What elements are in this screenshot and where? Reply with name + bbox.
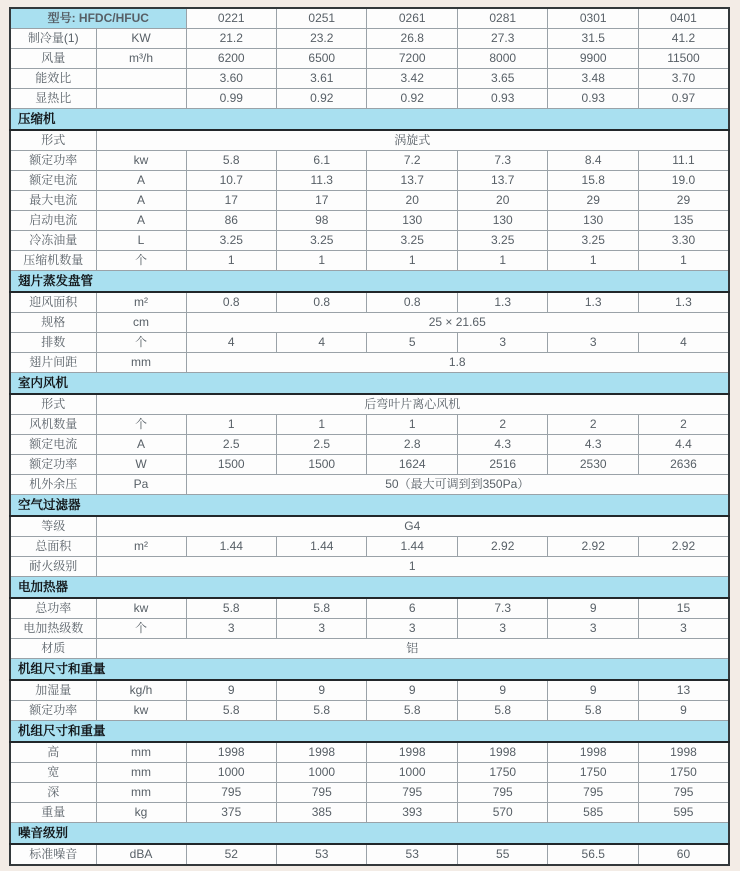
row-value: 0.99 — [186, 89, 276, 109]
row-label: 标准噪音 — [10, 844, 96, 865]
row-value: 9 — [367, 680, 457, 701]
section-row — [10, 823, 729, 845]
row-value: 1.3 — [457, 292, 547, 313]
row-span-value: 后弯叶片离心风机 — [96, 394, 729, 415]
row-label: 压缩机数量 — [10, 251, 96, 271]
row-value: 86 — [186, 211, 276, 231]
row-value: 2.92 — [638, 537, 729, 557]
spec-row — [10, 313, 729, 333]
row-value: 1 — [457, 251, 547, 271]
row-value: 0.93 — [457, 89, 547, 109]
model-header-row — [10, 8, 729, 29]
row-unit: A — [96, 435, 186, 455]
row-value: 3 — [186, 619, 276, 639]
row-label: 额定功率 — [10, 701, 96, 721]
row-value: 595 — [638, 803, 729, 823]
row-value: 9 — [457, 680, 547, 701]
row-value: 3 — [548, 619, 638, 639]
model-code: 0401 — [638, 8, 729, 29]
spec-row — [10, 49, 729, 69]
row-value: 7200 — [367, 49, 457, 69]
row-value: 3.42 — [367, 69, 457, 89]
row-value: 98 — [277, 211, 367, 231]
row-label: 重量 — [10, 803, 96, 823]
row-value: 1.44 — [367, 537, 457, 557]
row-value: 6500 — [277, 49, 367, 69]
row-unit: kw — [96, 701, 186, 721]
row-span-value: 1 — [96, 557, 729, 577]
row-label: 深 — [10, 783, 96, 803]
row-value: 385 — [277, 803, 367, 823]
row-unit: A — [96, 191, 186, 211]
row-unit: A — [96, 171, 186, 191]
spec-row — [10, 435, 729, 455]
row-value: 3.70 — [638, 69, 729, 89]
row-value: 9 — [277, 680, 367, 701]
spec-row — [10, 803, 729, 823]
row-unit: cm — [96, 313, 186, 333]
row-value: 2 — [457, 415, 547, 435]
row-value: 2636 — [638, 455, 729, 475]
row-value: 3.30 — [638, 231, 729, 251]
row-value: 29 — [638, 191, 729, 211]
row-unit: kw — [96, 598, 186, 619]
spec-row — [10, 292, 729, 313]
row-value: 5 — [367, 333, 457, 353]
row-unit: m³/h — [96, 49, 186, 69]
row-unit: W — [96, 455, 186, 475]
row-value: 2 — [548, 415, 638, 435]
spec-row — [10, 171, 729, 191]
row-span-value: 1.8 — [186, 353, 729, 373]
row-value: 13.7 — [367, 171, 457, 191]
model-code: 0251 — [277, 8, 367, 29]
row-unit: m² — [96, 292, 186, 313]
row-unit: mm — [96, 783, 186, 803]
section-title: 机组尺寸和重量 — [10, 721, 729, 743]
row-unit: 个 — [96, 415, 186, 435]
row-label: 宽 — [10, 763, 96, 783]
row-value: 9 — [548, 598, 638, 619]
row-label: 材质 — [10, 639, 96, 659]
row-unit: kg — [96, 803, 186, 823]
row-value: 6.1 — [277, 151, 367, 171]
row-value: 11.1 — [638, 151, 729, 171]
row-value: 1.44 — [186, 537, 276, 557]
row-value: 3.65 — [457, 69, 547, 89]
row-value: 1 — [277, 251, 367, 271]
row-value: 1 — [367, 251, 457, 271]
spec-row — [10, 619, 729, 639]
row-value: 130 — [367, 211, 457, 231]
row-value: 3.25 — [277, 231, 367, 251]
section-row — [10, 495, 729, 517]
model-code: 0281 — [457, 8, 547, 29]
row-value: 7.3 — [457, 151, 547, 171]
spec-row — [10, 783, 729, 803]
spec-row — [10, 475, 729, 495]
row-label: 机外余压 — [10, 475, 96, 495]
spec-row — [10, 251, 729, 271]
row-value: 23.2 — [277, 29, 367, 49]
spec-row — [10, 333, 729, 353]
spec-row — [10, 537, 729, 557]
row-label: 耐火级别 — [10, 557, 96, 577]
spec-table — [9, 7, 730, 866]
row-value: 1 — [186, 251, 276, 271]
row-value: 1500 — [186, 455, 276, 475]
row-value: 8000 — [457, 49, 547, 69]
row-value: 15.8 — [548, 171, 638, 191]
row-value: 3 — [277, 619, 367, 639]
spec-row — [10, 231, 729, 251]
row-value: 1 — [367, 415, 457, 435]
row-label: 电加热级数 — [10, 619, 96, 639]
row-value: 795 — [638, 783, 729, 803]
row-value: 0.8 — [186, 292, 276, 313]
row-value: 1750 — [457, 763, 547, 783]
row-value: 26.8 — [367, 29, 457, 49]
row-value: 5.8 — [548, 701, 638, 721]
row-value: 1998 — [186, 742, 276, 763]
row-value: 1624 — [367, 455, 457, 475]
row-label: 能效比 — [10, 69, 96, 89]
row-value: 1998 — [457, 742, 547, 763]
row-value: 3.25 — [548, 231, 638, 251]
row-unit: 个 — [96, 333, 186, 353]
row-value: 1.3 — [638, 292, 729, 313]
row-unit: 个 — [96, 619, 186, 639]
row-value: 5.8 — [186, 701, 276, 721]
spec-row — [10, 701, 729, 721]
row-value: 1750 — [548, 763, 638, 783]
row-label: 额定功率 — [10, 455, 96, 475]
spec-row — [10, 639, 729, 659]
row-label: 启动电流 — [10, 211, 96, 231]
row-value: 1750 — [638, 763, 729, 783]
row-unit: mm — [96, 353, 186, 373]
row-value: 4 — [186, 333, 276, 353]
section-title: 电加热器 — [10, 577, 729, 599]
row-value: 1998 — [638, 742, 729, 763]
row-unit: L — [96, 231, 186, 251]
row-label: 总功率 — [10, 598, 96, 619]
spec-row — [10, 415, 729, 435]
row-label: 高 — [10, 742, 96, 763]
row-value: 5.8 — [367, 701, 457, 721]
row-value: 53 — [367, 844, 457, 865]
spec-row — [10, 353, 729, 373]
row-value: 7.3 — [457, 598, 547, 619]
row-value: 10.7 — [186, 171, 276, 191]
row-value: 3.60 — [186, 69, 276, 89]
row-span-value: 铝 — [96, 639, 729, 659]
row-value: 3.61 — [277, 69, 367, 89]
row-span-value: 25 × 21.65 — [186, 313, 729, 333]
row-value: 130 — [548, 211, 638, 231]
spec-row — [10, 130, 729, 151]
section-row — [10, 721, 729, 743]
row-unit: mm — [96, 742, 186, 763]
row-value: 2530 — [548, 455, 638, 475]
row-value: 21.2 — [186, 29, 276, 49]
row-unit: m² — [96, 537, 186, 557]
row-value: 1000 — [186, 763, 276, 783]
row-value: 53 — [277, 844, 367, 865]
row-value: 7.2 — [367, 151, 457, 171]
row-span-value: G4 — [96, 516, 729, 537]
section-title: 压缩机 — [10, 109, 729, 131]
row-value: 1998 — [367, 742, 457, 763]
row-value: 2.5 — [186, 435, 276, 455]
row-value: 130 — [457, 211, 547, 231]
row-value: 1000 — [367, 763, 457, 783]
row-value: 4.3 — [457, 435, 547, 455]
row-value: 60 — [638, 844, 729, 865]
row-value: 27.3 — [457, 29, 547, 49]
row-value: 570 — [457, 803, 547, 823]
row-value: 9 — [638, 701, 729, 721]
row-value: 55 — [457, 844, 547, 865]
row-value: 9900 — [548, 49, 638, 69]
row-value: 11500 — [638, 49, 729, 69]
row-unit: Pa — [96, 475, 186, 495]
row-value: 2.8 — [367, 435, 457, 455]
row-value: 15 — [638, 598, 729, 619]
row-value: 5.8 — [457, 701, 547, 721]
row-value: 2 — [638, 415, 729, 435]
row-value: 1 — [186, 415, 276, 435]
row-span-value: 涡旋式 — [96, 130, 729, 151]
row-value: 0.92 — [367, 89, 457, 109]
row-value: 1 — [277, 415, 367, 435]
row-value: 3 — [457, 619, 547, 639]
row-value: 1.44 — [277, 537, 367, 557]
row-value: 17 — [186, 191, 276, 211]
row-value: 3.25 — [186, 231, 276, 251]
row-unit: mm — [96, 763, 186, 783]
row-value: 19.0 — [638, 171, 729, 191]
spec-row — [10, 763, 729, 783]
row-value: 5.8 — [277, 701, 367, 721]
section-title: 噪音级别 — [10, 823, 729, 845]
row-label: 风量 — [10, 49, 96, 69]
section-title: 机组尺寸和重量 — [10, 659, 729, 681]
row-unit — [96, 69, 186, 89]
row-value: 795 — [277, 783, 367, 803]
section-title: 翅片蒸发盘管 — [10, 271, 729, 293]
row-label: 形式 — [10, 394, 96, 415]
row-unit: dBA — [96, 844, 186, 865]
section-title: 空气过滤器 — [10, 495, 729, 517]
section-row — [10, 373, 729, 395]
row-value: 795 — [548, 783, 638, 803]
spec-row — [10, 680, 729, 701]
row-span-value: 50（最大可调到到350Pa） — [186, 475, 729, 495]
row-value: 585 — [548, 803, 638, 823]
row-label: 制冷量(1) — [10, 29, 96, 49]
row-value: 795 — [367, 783, 457, 803]
model-code: 0301 — [548, 8, 638, 29]
row-label: 迎风面积 — [10, 292, 96, 313]
row-value: 0.97 — [638, 89, 729, 109]
row-value: 0.8 — [277, 292, 367, 313]
row-value: 6 — [367, 598, 457, 619]
row-value: 13 — [638, 680, 729, 701]
row-value: 0.93 — [548, 89, 638, 109]
spec-row — [10, 598, 729, 619]
row-unit — [96, 89, 186, 109]
row-value: 0.92 — [277, 89, 367, 109]
section-row — [10, 271, 729, 293]
row-value: 1000 — [277, 763, 367, 783]
spec-row — [10, 29, 729, 49]
model-header-label: 型号: HFDC/HFUC — [10, 8, 186, 29]
row-value: 20 — [457, 191, 547, 211]
row-label: 排数 — [10, 333, 96, 353]
row-label: 等级 — [10, 516, 96, 537]
row-unit: 个 — [96, 251, 186, 271]
row-unit: kw — [96, 151, 186, 171]
row-value: 1 — [548, 251, 638, 271]
row-value: 1.3 — [548, 292, 638, 313]
row-value: 13.7 — [457, 171, 547, 191]
spec-row — [10, 191, 729, 211]
model-code: 0221 — [186, 8, 276, 29]
row-value: 8.4 — [548, 151, 638, 171]
row-value: 393 — [367, 803, 457, 823]
row-value: 2.92 — [548, 537, 638, 557]
row-value: 52 — [186, 844, 276, 865]
spec-row — [10, 557, 729, 577]
spec-row — [10, 89, 729, 109]
row-value: 4 — [638, 333, 729, 353]
row-label: 显热比 — [10, 89, 96, 109]
row-label: 加湿量 — [10, 680, 96, 701]
row-value: 795 — [186, 783, 276, 803]
row-label: 翅片间距 — [10, 353, 96, 373]
row-value: 5.8 — [277, 598, 367, 619]
section-row — [10, 109, 729, 131]
row-value: 1998 — [548, 742, 638, 763]
row-value: 20 — [367, 191, 457, 211]
section-row — [10, 659, 729, 681]
row-value: 3 — [457, 333, 547, 353]
row-unit: KW — [96, 29, 186, 49]
row-value: 4.4 — [638, 435, 729, 455]
spec-row — [10, 455, 729, 475]
section-row — [10, 577, 729, 599]
row-label: 最大电流 — [10, 191, 96, 211]
row-unit: A — [96, 211, 186, 231]
row-value: 4.3 — [548, 435, 638, 455]
row-value: 795 — [457, 783, 547, 803]
row-value: 0.8 — [367, 292, 457, 313]
row-value: 2.5 — [277, 435, 367, 455]
row-label: 额定功率 — [10, 151, 96, 171]
row-value: 5.8 — [186, 598, 276, 619]
spec-row — [10, 844, 729, 865]
row-label: 风机数量 — [10, 415, 96, 435]
row-value: 3.48 — [548, 69, 638, 89]
row-value: 4 — [277, 333, 367, 353]
row-value: 41.2 — [638, 29, 729, 49]
row-value: 31.5 — [548, 29, 638, 49]
row-value: 9 — [186, 680, 276, 701]
row-value: 1500 — [277, 455, 367, 475]
spec-row — [10, 742, 729, 763]
row-value: 1 — [638, 251, 729, 271]
row-label: 额定电流 — [10, 435, 96, 455]
row-value: 17 — [277, 191, 367, 211]
row-label: 冷冻油量 — [10, 231, 96, 251]
row-value: 2516 — [457, 455, 547, 475]
row-unit: kg/h — [96, 680, 186, 701]
row-label: 规格 — [10, 313, 96, 333]
spec-row — [10, 151, 729, 171]
row-value: 29 — [548, 191, 638, 211]
row-value: 6200 — [186, 49, 276, 69]
row-label: 总面积 — [10, 537, 96, 557]
row-value: 1998 — [277, 742, 367, 763]
row-value: 3 — [638, 619, 729, 639]
row-label: 额定电流 — [10, 171, 96, 191]
spec-row — [10, 394, 729, 415]
row-value: 9 — [548, 680, 638, 701]
row-value: 3 — [367, 619, 457, 639]
row-value: 2.92 — [457, 537, 547, 557]
spec-row — [10, 211, 729, 231]
row-value: 3.25 — [457, 231, 547, 251]
row-value: 56.5 — [548, 844, 638, 865]
row-value: 375 — [186, 803, 276, 823]
spec-row — [10, 69, 729, 89]
section-title: 室内风机 — [10, 373, 729, 395]
row-value: 3.25 — [367, 231, 457, 251]
model-code: 0261 — [367, 8, 457, 29]
row-label: 形式 — [10, 130, 96, 151]
spec-row — [10, 516, 729, 537]
row-value: 11.3 — [277, 171, 367, 191]
row-value: 135 — [638, 211, 729, 231]
row-value: 5.8 — [186, 151, 276, 171]
row-value: 3 — [548, 333, 638, 353]
